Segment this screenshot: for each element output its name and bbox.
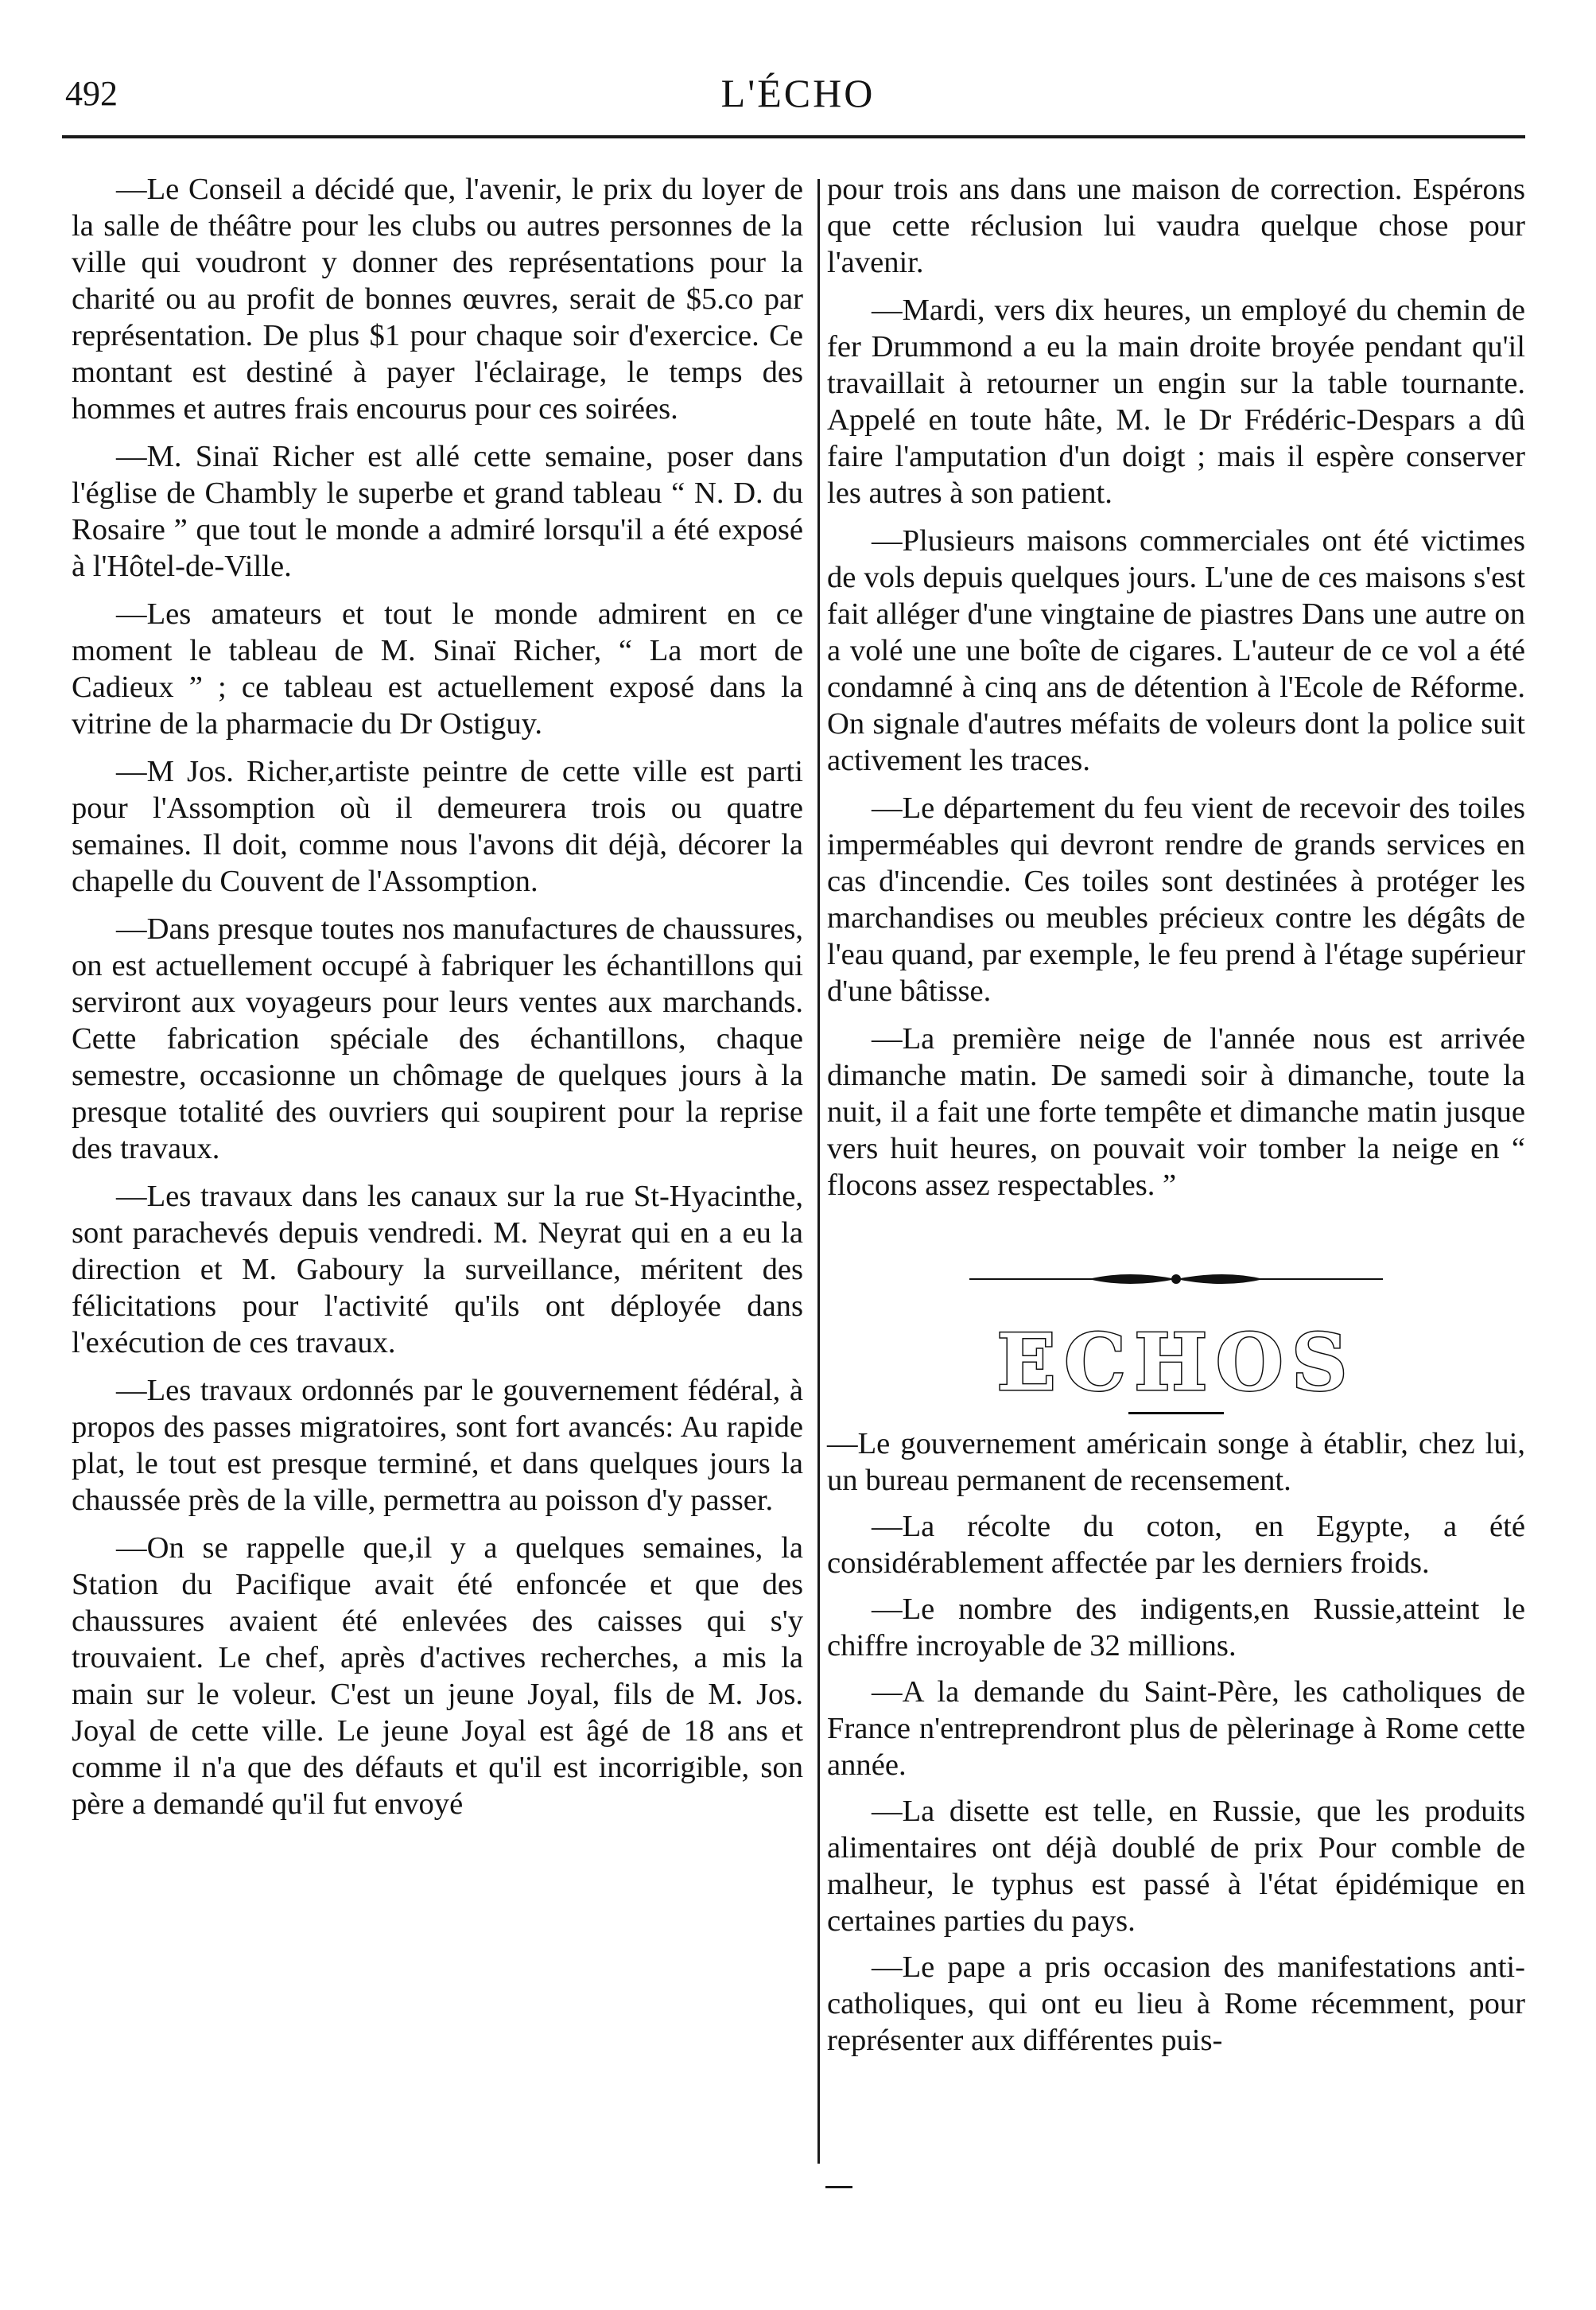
news-item: —M. Sinaï Richer est allé cette semaine, poser dans l'église de Chambly le superbe et grand tableau “ N. D. du Rosaire ” que tout le monde a admiré lorsqu'il a été exposé à l'Hôtel-de-Ville. (72, 440, 803, 583)
echos-section (827, 1425, 1525, 2059)
echo-item: —La disette est telle, en Russie, que les produits alimentaires ont déjà doublé de prix Pour comble de malheur, le typhus est passé à l'état épidémique en certaines parties du pays. (827, 1795, 1525, 1938)
page-number: 492 (65, 74, 118, 113)
running-head (0, 65, 1596, 121)
column-rule (817, 179, 820, 2164)
news-item: —Plusieurs maisons commerciales ont été victimes de vols depuis quelques jours. L'une de ces maisons s'est fait alléger d'une vingtaine de piastres Dans une autre on a volé une une boîte de cigares. L'auteur de ce vol a été condamné à cinq ans de détention à l'Ecole de Réforme. On signale d'autres méfaits de voleurs dont la police suit activement les traces. (827, 524, 1525, 777)
news-item: —M Jos. Richer,artiste peintre de cette ville est parti pour l'Assomption où il demeurera trois ou quatre semaines. Il doit, comme nous l'avons dit déjà, décorer la chapelle du Couvent de l'Assomption. (72, 755, 803, 898)
news-item: —Dans presque toutes nos manufactures de chaussures, on est actuellement occupé à fabriquer les échantillons qui serviront aux voyageurs pour leurs ventes aux marchands. Cette fabrication spéciale des échantillons, chaque semestre, occasionne un chômage de quelques jours à la presque totalité des ouvriers qui soupirent pour la reprise des travaux. (72, 912, 803, 1165)
news-item: —Les travaux ordonnés par le gouvernement fédéral, à propos des passes migratoires, sont fort avancés: Au rapide plat, le tout est presque terminé, et dans quelques jours la chaussée près de la ville, permettra au poisson d'y passer. (72, 1374, 803, 1517)
echo-item: —Le pape a pris occasion des manifestations anti-catholiques, qui ont eu lieu à Rome récemment, pour représenter aux différentes puis- (827, 1950, 1525, 2057)
news-item: —Le Conseil a décidé que, l'avenir, le prix du loyer de la salle de théâtre pour les clubs ou autres personnes de la ville qui voudront y donner des représentations pour la charité ou au profit de bonnes œuvres, serait de $5.co par représentation. De plus $1 pour chaque soir d'exercice. Ce montant est destiné à payer l'éclairage, le temps des hommes et autres frais encourus pour ces soirées. (72, 173, 803, 426)
journal-title: L'ÉCHO (720, 71, 876, 115)
news-item: —On se rappelle que,il y a quelques semaines, la Station du Pacifique avait été enfoncée et que des chaussures avaient été enlevées des caisses qui s'y trouvaient. Le chef, après d'actives recherches, a mis la main sur le voleur. C'est un jeune Joyal, fils de M. Jos. Joyal de cette ville. Le jeune Joyal est âgé de 18 ans et comme il n'a que des défauts et qu'il est incorrigible, son père a demandé qu'il fut envoyé (72, 1531, 803, 1821)
echo-item: —La récolte du coton, en Egypte, a été considérablement affectée par les derniers froids. (827, 1510, 1525, 1580)
news-item: —Le département du feu vient de recevoir des toiles imperméables qui devront rendre de grands services en cas d'incendie. Ces toiles sont destinées à protéger les marchandises ou meubles précieux contre les dégâts de l'eau quand, par exemple, le feu prend à l'étage supérieur d'une bâtisse. (827, 791, 1525, 1008)
section-rule (1128, 1412, 1224, 1414)
header-rule (62, 135, 1525, 138)
right-column (827, 171, 1525, 2068)
news-item: —La première neige de l'année nous est arrivée dimanche matin. De samedi soir à dimanche, toute la nuit, il a fait une forte tempête et dimanche matin jusque vers huit heures, on pouvait voir tomber la neige en “ flocons assez respectables. ” (827, 1022, 1525, 1202)
news-item: —Les amateurs et tout le monde admirent en ce moment le tableau de M. Sinaï Richer, “ La mort de Cadieux ” ; ce tableau est actuellement exposé dans la vitrine de la pharmacie du Dr Ostiguy. (72, 597, 803, 741)
left-column (72, 171, 803, 1822)
ornamental-divider (969, 1267, 1383, 1291)
echo-item: —A la demande du Saint-Père, les catholiques de France n'entreprendront plus de pèlerinage à Rome cette année. (827, 1675, 1525, 1782)
echo-item: —Le nombre des indigents,en Russie,atteint le chiffre incroyable de 32 millions. (827, 1592, 1525, 1662)
news-item: —Mardi, vers dix heures, un employé du chemin de fer Drummond a eu la main droite broyée pendant qu'il travaillait à retourner un engin sur la table tournante. Appelé en toute hâte, M. le Dr Frédéric-Despars a dû faire l'amputation d'un doigt ; mais il espère conserver les autres à son patient. (827, 294, 1525, 510)
section-heading (827, 1317, 1525, 1409)
echo-item: —Le gouvernement américain songe à établir, chez lui, un bureau permanent de recensement. (827, 1427, 1525, 1497)
section-title: ECHOS (996, 1317, 1356, 1409)
news-item-continued: pour trois ans dans une maison de correction. Espérons que cette réclusion lui vaudra quelque chose pour l'avenir. (827, 173, 1525, 279)
news-item: —Les travaux dans les canaux sur la rue St-Hyacinthe, sont parachevés depuis vendredi. M. Neyrat qui en a eu la direction et M. Gaboury la surveillance, méritent des félicitations pour l'activité qu'ils ont déployée dans l'exécution de ces travaux. (72, 1180, 803, 1359)
bottom-mark (825, 2186, 852, 2188)
